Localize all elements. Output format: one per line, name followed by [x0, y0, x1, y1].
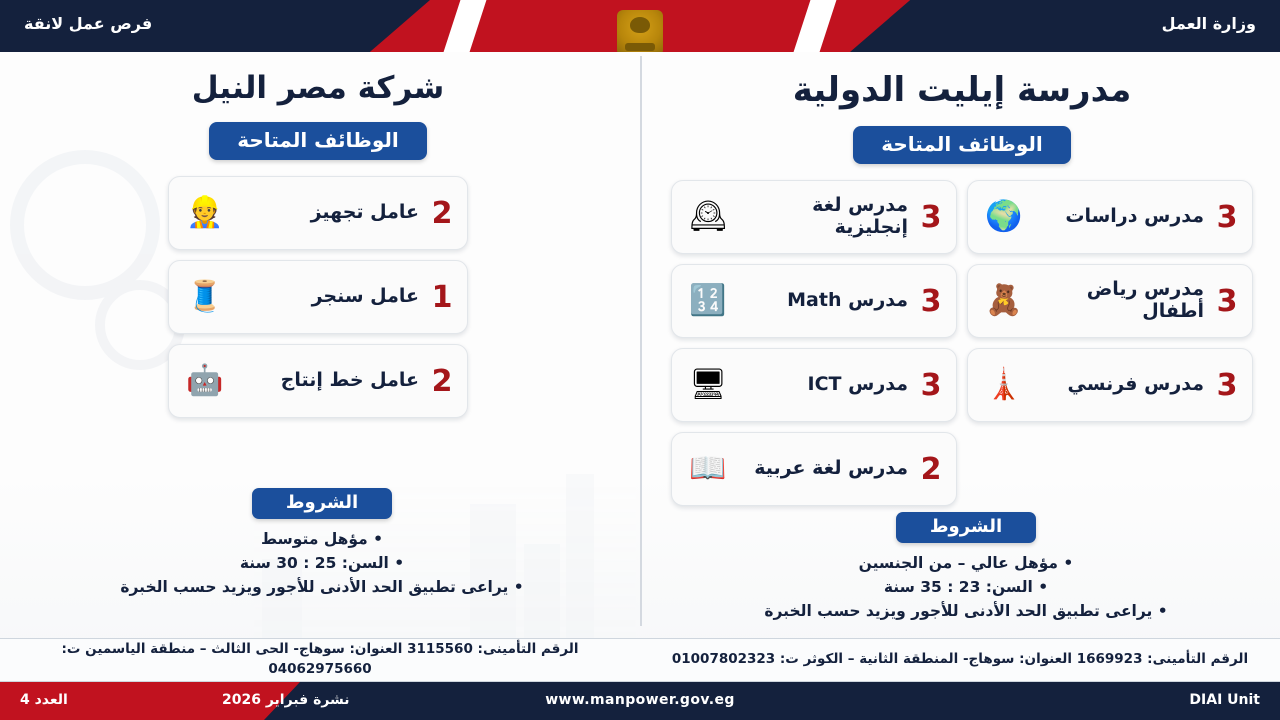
job-card[interactable]	[168, 260, 468, 334]
conditions-block-company	[22, 488, 622, 599]
conditions-list	[22, 527, 622, 599]
big-ben-icon: 🕰	[688, 199, 728, 234]
job-card[interactable]	[967, 264, 1253, 338]
job-card[interactable]	[168, 176, 468, 250]
job-count: 2	[431, 363, 453, 399]
computer-icon: 🖥	[688, 367, 728, 402]
banner-slash	[794, 0, 837, 52]
eiffel-tower-icon: 🗼	[985, 367, 1023, 402]
condition-item: • السن: 23 : 35 سنة	[666, 575, 1266, 599]
top-banner	[0, 0, 1280, 52]
job-card[interactable]	[671, 348, 957, 422]
worker-wrench-icon: 👷	[186, 195, 224, 230]
footer-website[interactable]: www.manpower.gov.eg	[545, 692, 735, 708]
available-jobs-label-company: الوظائف المتاحة	[209, 122, 427, 160]
footer-bar	[0, 682, 1280, 720]
job-count: 2	[431, 195, 453, 231]
job-card-grid-school	[644, 180, 1280, 506]
job-title: عامل سنجر	[311, 285, 419, 308]
calculator-icon: 🔢	[689, 283, 727, 318]
egypt-eagle-emblem-icon	[604, 2, 676, 52]
job-card[interactable]	[671, 180, 957, 254]
column-school	[644, 56, 1280, 621]
contact-company: الرقم التأمينى: 1669923 العنوان: سوهاج- المنطقة الثانية – الكوثر ت: 01007802323	[671, 651, 1249, 668]
job-opportunities-label: فرص عمل لانقة	[24, 14, 153, 33]
conditions-list	[666, 551, 1266, 623]
job-card[interactable]	[168, 344, 468, 418]
job-card[interactable]	[967, 180, 1253, 254]
condition-item: • يراعى تطبيق الحد الأدنى للأجور ويزيد حسب الخبرة	[22, 575, 622, 599]
job-count: 3	[920, 199, 942, 235]
job-count: 3	[1216, 367, 1238, 403]
job-title: مدرس لغة عربية	[754, 457, 908, 480]
job-count: 3	[1216, 283, 1238, 319]
contact-school: الرقم التأمينى: 3115560 العنوان: سوهاج- الحى الثالث – منطقة الياسمين ت: 04062975660	[61, 641, 579, 677]
condition-item: • مؤهل متوسط	[22, 527, 622, 551]
condition-item: • مؤهل عالي – من الجنسين	[666, 551, 1266, 575]
column-company	[0, 56, 636, 597]
banner-slash	[444, 0, 487, 52]
ministry-label: وزارة العمل	[1161, 14, 1256, 33]
job-card[interactable]	[967, 348, 1253, 422]
job-card[interactable]	[671, 432, 957, 506]
footer-bulletin: نشرة فبراير 2026	[222, 692, 350, 708]
job-card-grid-company	[0, 176, 636, 418]
job-title: مدرس فرنسي	[1067, 373, 1204, 396]
job-title: مدرس لغة إنجليزية	[812, 194, 908, 238]
job-title: مدرس رياض أطفال	[1086, 278, 1204, 322]
conditions-label: الشروط	[896, 512, 1036, 543]
available-jobs-label-school: الوظائف المتاحة	[853, 126, 1071, 164]
footer-issue: العدد 4	[20, 692, 68, 708]
conditions-label: الشروط	[252, 488, 392, 519]
job-count: 3	[920, 283, 942, 319]
job-title: مدرس ICT	[807, 373, 908, 396]
contact-strip	[0, 638, 1280, 682]
job-title: عامل تجهيز	[310, 201, 419, 224]
footer-unit: DIAI Unit	[1189, 692, 1260, 708]
job-title: مدرس دراسات	[1065, 205, 1204, 228]
condition-item: • يراعى تطبيق الحد الأدنى للأجور ويزيد حسب الخبرة	[666, 599, 1266, 623]
job-title: عامل خط إنتاج	[280, 369, 419, 392]
conditions-block-school	[666, 512, 1266, 623]
job-count: 3	[1216, 199, 1238, 235]
job-count: 1	[431, 279, 453, 315]
kindergarten-icon: 🧸	[985, 283, 1023, 318]
condition-item: • السن: 25 : 30 سنة	[22, 551, 622, 575]
robot-arm-icon: 🤖	[186, 363, 224, 398]
open-book-icon: 📖	[689, 451, 727, 486]
org-title-school: مدرسة إيليت الدولية	[792, 70, 1132, 110]
globe-icon: 🌍	[985, 199, 1023, 234]
job-count: 3	[920, 367, 942, 403]
org-title-company: شركة مصر النيل	[191, 70, 445, 106]
column-divider	[640, 56, 642, 626]
job-title: مدرس Math	[787, 289, 908, 312]
job-count: 2	[920, 451, 942, 487]
job-card[interactable]	[671, 264, 957, 338]
sewing-machine-icon: 🧵	[186, 279, 224, 314]
